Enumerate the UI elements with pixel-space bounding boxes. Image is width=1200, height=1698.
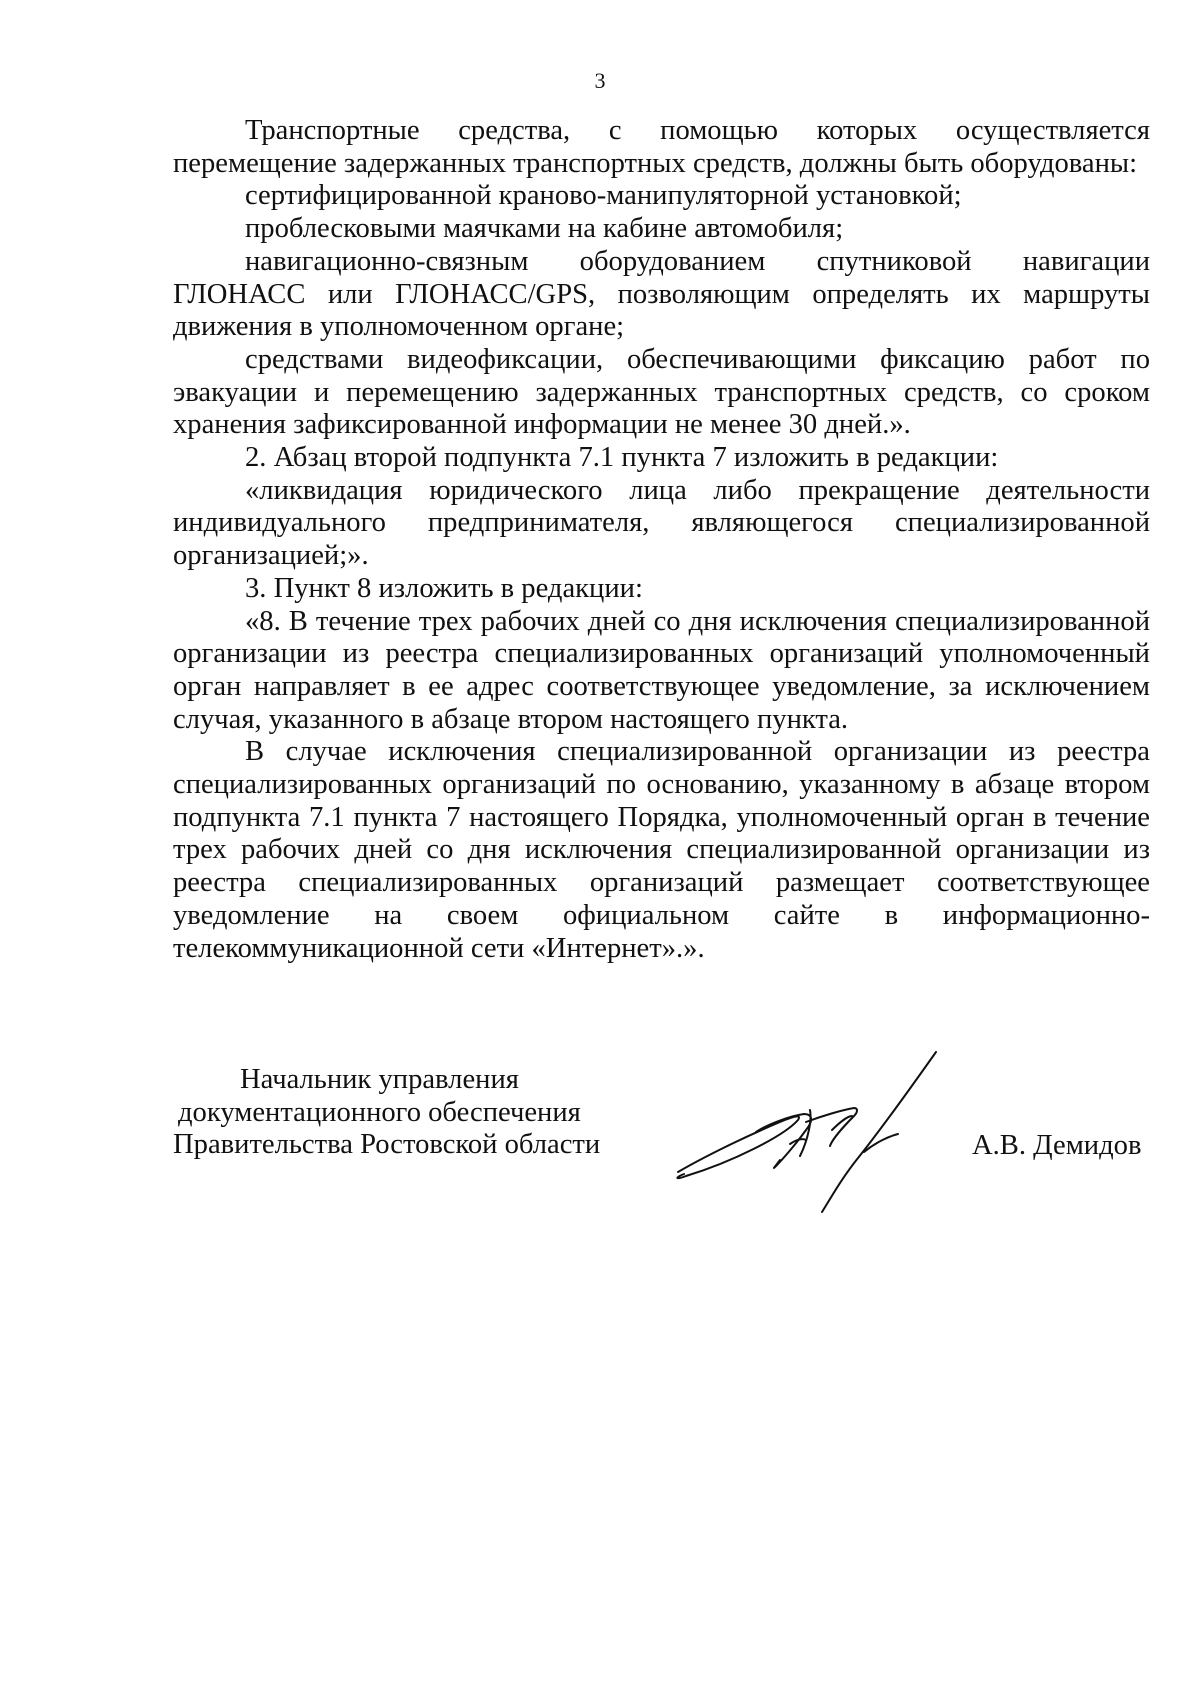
handwritten-signature-icon — [672, 1050, 982, 1215]
page-number: 3 — [594, 68, 606, 93]
paragraph-item-8: «8. В течение трех рабочих дней со дня исключения специализированной организации из реестра специализированных организаций уполномоченный орган направляет в ее адрес соответствующее уведомление, за исключением случая, указанного в абзаце втором настоящего пункта. — [173, 605, 1150, 735]
signatory-title — [173, 1064, 600, 1162]
paragraph-crane-installation: сертифицированной краново-манипуляторной установкой; — [245, 180, 962, 212]
signatory-title-line: Правительства Ростовской области — [173, 1129, 601, 1161]
signatory-title-line: документационного обеспечения — [178, 1096, 581, 1128]
paragraph-navigation-equipment: навигационно-связным оборудованием спутниковой навигации ГЛОНАСС или ГЛОНАСС/GPS, позволяющим определять их маршруты движения в уполномоченном органе; — [173, 245, 1150, 343]
signatory-name: А.В. Демидов — [972, 1130, 1142, 1161]
paragraph-amendment-3: 3. Пункт 8 изложить в редакции: — [245, 572, 643, 604]
paragraph-vehicle-equipment-intro: Транспортные средства, с помощью которых осуществляется перемещение задержанных транспортных средств, должны быть оборудованы: — [173, 115, 1150, 179]
signatory-title-line: Начальник управления — [240, 1064, 519, 1095]
paragraph-amendment-2: 2. Абзац второй подпункта 7.1 пункта 7 изложить в редакции: — [245, 442, 999, 474]
paragraph-liquidation: «ликвидация юридического лица либо прекращение деятельности индивидуального предпринимателя, являющегося специализированной организацией;». — [173, 474, 1150, 572]
paragraph-exclusion-case: В случае исключения специализированной организации из реестра специализированных организаций по основанию, указанному в абзаце втором подпункта 7.1 пункта 7 настоящего Порядка, уполномоченный орган в течение трех рабочих дней со дня исключения специализированной организации из реестра специализированных организаций размещает соответствующее уведомление на своем официальном сайте в информационно-телекоммуникационной сети «Интернет».». — [173, 736, 1150, 964]
document-body — [173, 115, 1150, 965]
paragraph-beacons: проблесковыми маячками на кабине автомобиля; — [245, 213, 844, 245]
paragraph-video-recording: средствами видеофиксации, обеспечивающими фиксацию работ по эвакуации и перемещению задержанных транспортных средств, со сроком хранения зафиксированной информации не менее 30 дней.». — [173, 343, 1150, 441]
